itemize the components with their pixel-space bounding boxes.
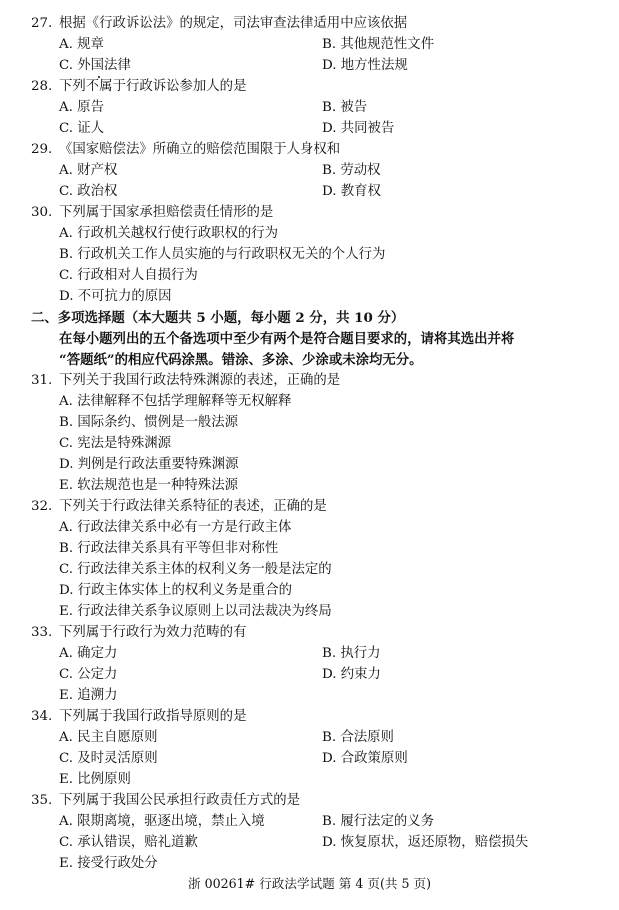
option-b: B. 国际条约、惯例是一般法源 — [59, 415, 239, 430]
emphasized-text: 不属 — [85, 79, 113, 94]
question-stem: 下列属于国家承担赔偿责任情形的是 — [59, 205, 274, 220]
option-c: C. 宪法是特殊渊源 — [59, 436, 172, 451]
option-a: A. 限期离境，驱逐出境，禁止入境 — [59, 814, 265, 829]
option-a: A. 行政法律关系中必有一方是行政主体 — [59, 520, 292, 535]
question-28 — [0, 77, 619, 97]
option-row — [0, 455, 619, 475]
option-row — [0, 245, 619, 265]
option-c: C. 证人 — [59, 121, 105, 136]
option-row — [0, 560, 619, 580]
option-c: C. 行政法律关系主体的权利义务一般是法定的 — [59, 562, 332, 577]
option-e: E. 接受行政处分 — [59, 856, 158, 871]
option-row — [0, 833, 619, 853]
option-row — [0, 749, 619, 769]
option-b: B. 履行法定的义务 — [322, 814, 435, 829]
option-d: D. 约束力 — [322, 667, 381, 682]
section-title — [0, 308, 619, 328]
option-c: C. 公定力 — [59, 667, 118, 682]
section-heading: 二、多项选择题（本大题共 5 小题，每小题 2 分，共 10 分） — [31, 310, 405, 326]
option-c: C. 承认错误，赔礼道歉 — [59, 835, 198, 850]
option-b: B. 行政机关工作人员实施的与行政职权无关的个人行为 — [59, 247, 386, 262]
option-row — [0, 854, 619, 874]
option-row — [0, 581, 619, 601]
option-row — [0, 287, 619, 307]
question-number: 30. — [31, 205, 53, 220]
option-row — [0, 770, 619, 790]
option-row — [0, 413, 619, 433]
option-row — [0, 476, 619, 496]
question-number: 34. — [31, 709, 53, 724]
option-row — [0, 728, 619, 748]
question-number: 27. — [31, 16, 53, 31]
option-a: A. 民主自愿原则 — [59, 730, 158, 745]
option-d: D. 行政主体实体上的权利义务是重合的 — [59, 583, 293, 598]
option-b: B. 其他规范性文件 — [322, 37, 435, 52]
option-row — [0, 665, 619, 685]
option-row — [0, 392, 619, 412]
option-b: B. 劳动权 — [322, 163, 381, 178]
option-row — [0, 35, 619, 55]
question-stem: 下列关于行政法律关系特征的表述，正确的是 — [59, 499, 327, 514]
question-stem: 下列属于我国行政指导原则的是 — [59, 709, 247, 724]
section-instruction — [0, 350, 619, 370]
question-stem: 下列属于我国公民承担行政责任方式的是 — [59, 793, 301, 808]
option-d: D. 地方性法规 — [322, 58, 408, 73]
option-a: A. 财产权 — [59, 163, 118, 178]
option-c: C. 及时灵活原则 — [59, 751, 158, 766]
option-b: B. 合法原则 — [322, 730, 394, 745]
question-stem — [59, 77, 246, 97]
option-d: D. 共同被告 — [322, 121, 395, 136]
option-e: E. 追溯力 — [59, 688, 118, 703]
question-stem: 下列关于我国行政法特殊渊源的表述，正确的是 — [59, 373, 341, 388]
question-35 — [0, 791, 619, 811]
option-b: B. 行政法律关系具有平等但非对称性 — [59, 541, 279, 556]
question-33 — [0, 623, 619, 643]
stem-text: 下列 — [59, 79, 86, 94]
option-c: C. 外国法律 — [59, 58, 131, 73]
option-a: A. 确定力 — [59, 646, 118, 661]
option-row — [0, 182, 619, 202]
option-a: A. 行政机关越权行使行政职权的行为 — [59, 226, 279, 241]
option-row — [0, 224, 619, 244]
option-b: B. 被告 — [322, 100, 368, 115]
section-instruction — [0, 329, 619, 349]
option-row — [0, 812, 619, 832]
question-32 — [0, 497, 619, 517]
option-row — [0, 644, 619, 664]
option-d: D. 判例是行政法重要特殊渊源 — [59, 457, 239, 472]
question-number: 28. — [31, 79, 53, 94]
option-a: A. 规章 — [59, 37, 104, 52]
option-d: D. 恢复原状，返还原物，赔偿损失 — [322, 835, 529, 850]
option-e: E. 软法规范也是一种特殊法源 — [59, 478, 238, 493]
page-footer: 浙 00261# 行政法学试题 第 4 页(共 5 页) — [187, 876, 432, 891]
option-a: A. 原告 — [59, 100, 104, 115]
option-d: D. 不可抗力的原因 — [59, 289, 172, 304]
option-row — [0, 434, 619, 454]
question-number: 33. — [31, 625, 53, 640]
option-row — [0, 518, 619, 538]
option-row — [0, 98, 619, 118]
question-stem: 《国家赔偿法》所确立的赔偿范围限于人身权和 — [59, 142, 341, 157]
option-row — [0, 56, 619, 76]
question-number: 31. — [31, 373, 53, 388]
instruction-line-1: 在每小题列出的五个备选项中至少有两个是符合题目要求的，请将其选出并将 — [59, 331, 515, 347]
option-c: C. 政治权 — [59, 184, 118, 199]
option-a: A. 法律解释不包括学理解释等无权解释 — [59, 394, 292, 409]
option-e: E. 行政法律关系争议原则上以司法裁决为终局 — [59, 604, 332, 619]
instruction-line-2: “答题纸”的相应代码涂黑。错涂、多涂、少涂或未涂均无分。 — [59, 352, 423, 368]
question-stem: 下列属于行政行为效力范畴的有 — [59, 625, 247, 640]
question-stem: 根据《行政诉讼法》的规定，司法审查法律适用中应该依据 — [59, 16, 408, 31]
question-34 — [0, 707, 619, 727]
option-row — [0, 539, 619, 559]
option-row — [0, 161, 619, 181]
option-row — [0, 602, 619, 622]
stem-text: 于行政诉讼参加人的是 — [112, 79, 247, 94]
question-29 — [0, 140, 619, 160]
question-31 — [0, 371, 619, 391]
option-b: B. 执行力 — [322, 646, 381, 661]
option-row — [0, 266, 619, 286]
question-30 — [0, 203, 619, 223]
question-number: 29. — [31, 142, 53, 157]
option-d: D. 合政策原则 — [322, 751, 408, 766]
question-number: 32. — [31, 499, 53, 514]
question-number: 35. — [31, 793, 53, 808]
option-d: D. 教育权 — [322, 184, 381, 199]
option-row — [0, 119, 619, 139]
question-27 — [0, 14, 619, 34]
option-c: C. 行政相对人自损行为 — [59, 268, 198, 283]
option-e: E. 比例原则 — [59, 772, 131, 787]
option-row — [0, 686, 619, 706]
